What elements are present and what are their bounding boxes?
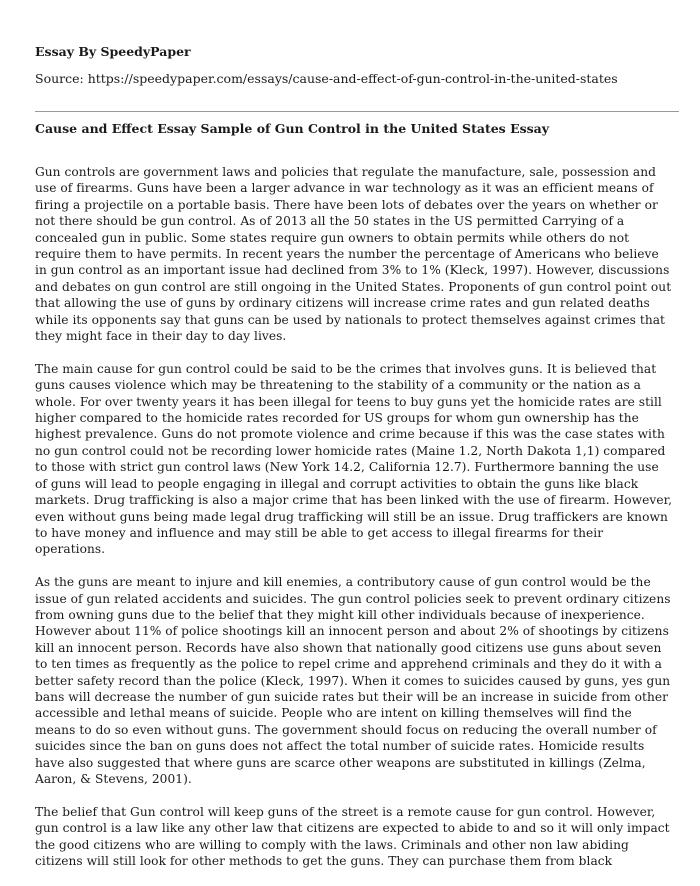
paragraph: As the guns are meant to injure and kill enemies, a contributory cause of gun control would be the issue of gun related accidents and suicides. The gun control policies seek to prevent ordinary citizens from owning guns due to the belief that they might kill other individuals because of inexperience. However about 11% of police shootings kill an innocent person and about 2% of shootings by citizens kill an innocent person. Records have also shown that nationally good citizens use guns about seven to ten times as frequently as the police to repel crime and apprehend criminals and they do it with a better safety record than the police (Kleck, 1997). When it comes to suicides caused by guns, yes gun bans will decrease the number of gun suicide rates but their will be an increase in suicide from other accessible and lethal means of suicide. People who are intent on killing themselves will find the means to do so even without guns. The government should focus on reducing the overall number of suicides since the ban on guns does not affect the total number of suicide rates. Homicide results have also suggested that where guns are scarce other weapons are substituted in killings (Zelma, Aaron, & Stevens, 2001). — [35, 575, 671, 786]
paragraph: Gun controls are government laws and policies that regulate the manufacture, sale, possession and use of firearms. Guns have been a larger advance in war technology as it was an efficient means of firing a projectile on a portable basis. There have been lots of debates over the years on whether or not there should be gun control. As of 2013 all the 50 states in the US permitted Carrying of a concealed gun in public. Some states require gun owners to obtain permits while others do not require them to have permits. In recent years the number the percentage of Americans who believe in gun control as an important issue had declined from 3% to 1% (Kleck, 1997). However, discussions and debates on gun control are still ongoing in the United States. Proponents of gun control point out that allowing the use of guns by ordinary citizens will increase crime rates and gun related deaths while its opponents say that guns can be used by nationals to protect themselves against crimes that they might face in their day to day lives. — [35, 165, 672, 344]
paragraph: The belief that Gun control will keep guns of the street is a remote cause for gun control. However, gun control is a law like any other law that citizens are expected to abide to and so it will only impact the good citizens who are willing to comply with the laws. Criminals and other non law abiding citizens will still look for other methods to get the guns. They can purchase them from black — [35, 804, 670, 869]
essay-title: Cause and Effect Essay Sample of Gun Control in the United States Essay — [35, 121, 550, 136]
source-line: Source: https://speedypaper.com/essays/cause-and-effect-of-gun-control-in-the-united-states — [35, 71, 618, 86]
document-header-title: Essay By SpeedyPaper — [35, 44, 191, 59]
paragraph: The main cause for gun control could be said to be the crimes that involves guns. It is believed that guns causes violence which may be threatening to the stability of a community or the nation as a whole. For over twenty years it has been illegal for teens to buy guns yet the homicide rates are still higher compared to the homicide rates recorded for US groups for whom gun ownership has the highest prevalence. Guns do not promote violence and crime because if this was the case states with no gun control could not be recording lower homicide rates (Maine 1.2, North Dakota 1,1) compared to those with strict gun control laws (New York 14.2, California 12.7). Furthermore banning the use of guns will lead to people engaging in illegal and corrupt activities to obtain the guns like black markets. Drug trafficking is also a major crime that has been linked with the use of firearm. However, even without guns being made legal drug trafficking will still be an issue. Drug traffickers are known to have money and influence and may still be able to get access to illegal firearms for their operations. — [35, 361, 673, 557]
essay-body — [35, 164, 673, 886]
divider — [35, 111, 679, 112]
